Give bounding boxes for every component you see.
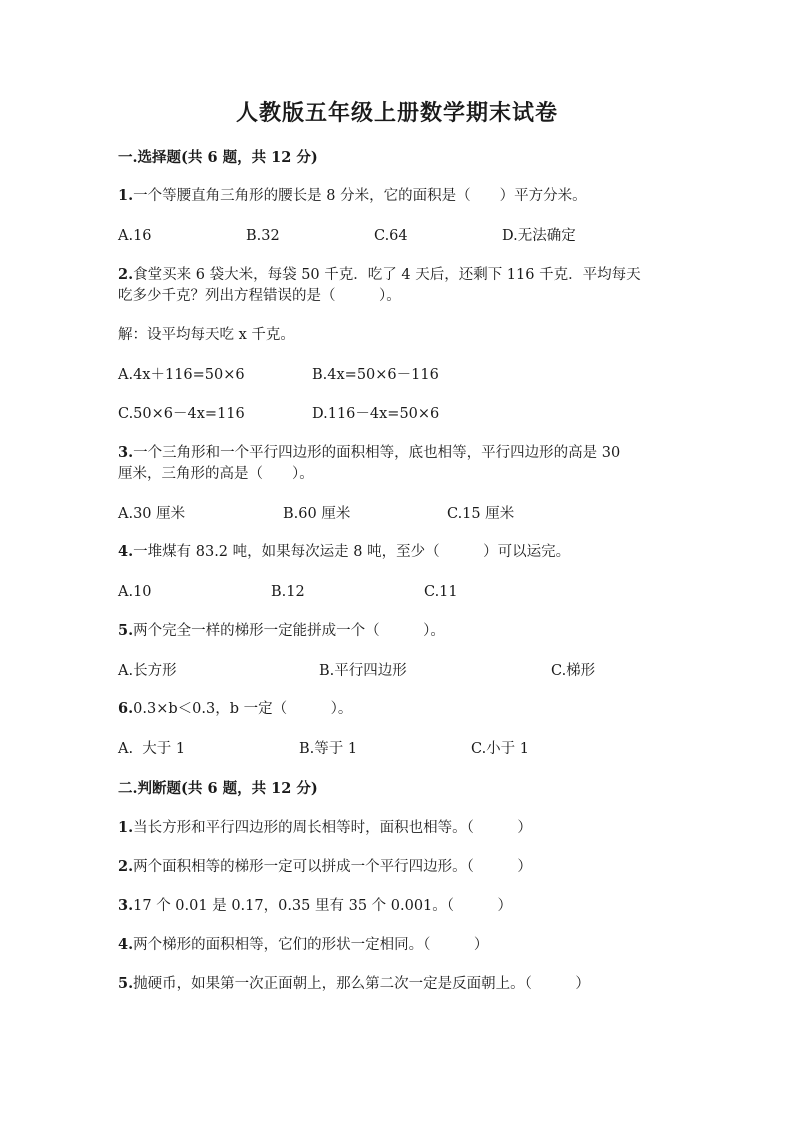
- option-b: B.等于 1: [299, 741, 358, 757]
- question-1: [118, 186, 587, 206]
- option-c: C.11: [424, 584, 458, 600]
- option-c: C.15 厘米: [447, 506, 515, 522]
- judgement-question-1: [118, 818, 532, 838]
- question-text: 当长方形和平行四边形的周长相等时，面积也相等。（ ）: [133, 820, 532, 836]
- option-c: C.小于 1: [471, 741, 530, 757]
- option-a: A.长方形: [118, 663, 177, 679]
- question-5: [118, 621, 445, 641]
- section-heading-judgement: 二.判断题(共 6 题，共 12 分): [118, 780, 318, 797]
- question-number: 5.: [118, 622, 134, 639]
- option-b: B.32: [246, 228, 280, 244]
- option-a: A.16: [118, 228, 152, 244]
- question-text: 抛硬币，如果第一次正面朝上，那么第二次一定是反面朝上。（ ）: [133, 976, 590, 992]
- solution-note: 解：设平均每天吃 x 千克。: [118, 327, 295, 343]
- question-6: [118, 699, 352, 719]
- section-heading-choice: 一.选择题(共 6 题，共 12 分): [118, 149, 318, 166]
- option-b: B.12: [271, 584, 305, 600]
- question-number: 1.: [118, 819, 134, 836]
- option-b: B.60 厘米: [283, 506, 351, 522]
- judgement-question-5: [118, 974, 590, 994]
- question-text: 17 个 0.01 是 0.17，0.35 里有 35 个 0.001。（ ）: [133, 898, 513, 914]
- question-2: [118, 265, 641, 285]
- question-number: 4.: [118, 543, 134, 560]
- question-text: 两个梯形的面积相等，它们的形状一定相同。（ ）: [133, 937, 489, 953]
- option-d: D.116－4x=50×6: [312, 406, 440, 422]
- question-2-continued: 吃多少千克？列出方程错误的是（ ）。: [118, 288, 401, 304]
- option-c: C.64: [374, 228, 408, 244]
- question-number: 1.: [118, 187, 134, 204]
- question-3: [118, 443, 620, 463]
- option-a: A.30 厘米: [118, 506, 186, 522]
- question-number: 5.: [118, 975, 134, 992]
- question-text: 两个完全一样的梯形一定能拼成一个（ ）。: [133, 623, 445, 639]
- question-number: 2.: [118, 858, 134, 875]
- option-c: C.梯形: [551, 663, 596, 679]
- option-a: A. 大于 1: [118, 741, 186, 757]
- judgement-question-3: [118, 896, 512, 916]
- question-text: 一个等腰直角三角形的腰长是 8 分米，它的面积是（ ）平方分米。: [133, 188, 587, 204]
- option-b: B.4x=50×6－116: [312, 367, 439, 383]
- question-text: 食堂买来 6 袋大米，每袋 50 千克．吃了 4 天后，还剩下 116 千克．平均每天: [133, 267, 641, 283]
- page-title: 人教版五年级上册数学期末试卷: [235, 100, 558, 126]
- option-d: D.无法确定: [502, 228, 576, 244]
- question-text: 一堆煤有 83.2 吨，如果每次运走 8 吨，至少（ ）可以运完。: [133, 544, 571, 560]
- question-text: 一个三角形和一个平行四边形的面积相等，底也相等，平行四边形的高是 30: [133, 445, 621, 461]
- option-b: B.平行四边形: [319, 663, 407, 679]
- option-c: C.50×6－4x=116: [118, 406, 245, 422]
- question-3-continued: 厘米，三角形的高是（ ）。: [118, 466, 314, 482]
- question-4: [118, 542, 570, 562]
- option-a: A.4x＋116=50×6: [118, 367, 245, 383]
- question-number: 4.: [118, 936, 134, 953]
- question-text: 0.3×b＜0.3，b 一定（ ）。: [133, 701, 353, 717]
- option-a: A.10: [118, 584, 152, 600]
- question-text: 两个面积相等的梯形一定可以拼成一个平行四边形。（ ）: [133, 859, 532, 875]
- question-number: 2.: [118, 266, 134, 283]
- judgement-question-2: [118, 857, 532, 877]
- question-number: 6.: [118, 700, 134, 717]
- question-number: 3.: [118, 444, 134, 461]
- question-number: 3.: [118, 897, 134, 914]
- judgement-question-4: [118, 935, 488, 955]
